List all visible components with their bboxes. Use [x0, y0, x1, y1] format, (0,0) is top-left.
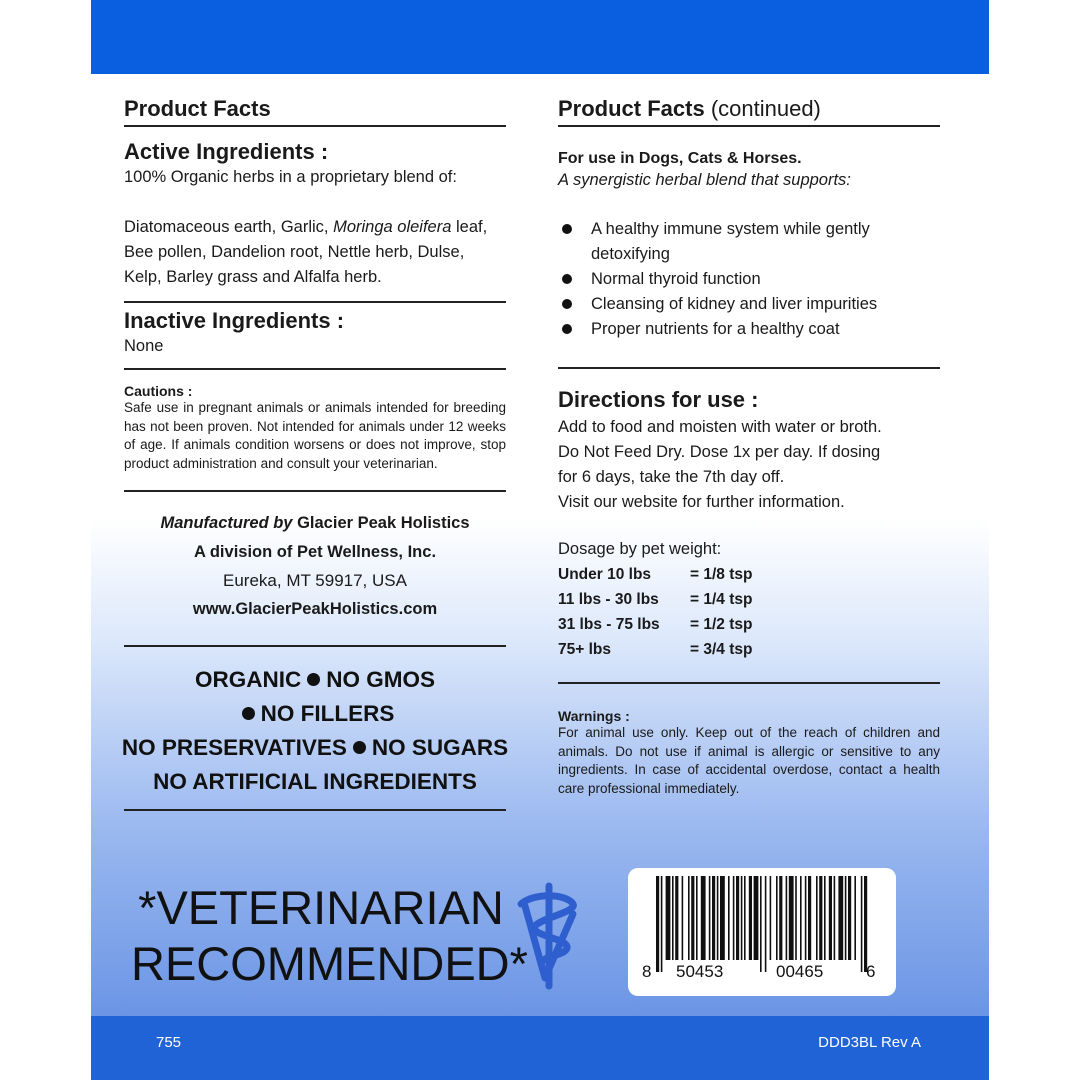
dosage-amount: = 1/2 tsp — [690, 616, 753, 633]
dosage-amount: = 1/4 tsp — [690, 591, 753, 608]
divider — [558, 682, 940, 684]
manufactured-by-label: Manufactured by — [160, 514, 293, 532]
directions-line: Add to food and moisten with water or broth. — [558, 418, 882, 436]
right-title-continued: (continued) — [704, 96, 821, 121]
dosage-row — [558, 637, 940, 662]
dosage-table — [558, 562, 940, 662]
claim-no-preservatives: NO PRESERVATIVES — [121, 735, 347, 760]
active-ingredients-heading: Active Ingredients : — [124, 139, 329, 164]
bullet-dot-icon — [242, 707, 255, 720]
claims-line-4: NO ARTIFICIAL INGREDIENTS — [153, 769, 477, 794]
website-link[interactable]: www.GlacierPeakHolistics.com — [192, 600, 438, 618]
cautions-heading: Cautions : — [124, 383, 193, 399]
bullet-dot-icon — [307, 673, 320, 686]
divider — [124, 301, 506, 303]
claim-organic: ORGANIC — [194, 667, 302, 692]
barcode-digit-lead: 8 — [642, 962, 652, 981]
vet-line-1: *VETERINARIAN — [138, 881, 504, 934]
right-title-bold: Product Facts — [558, 96, 705, 121]
left-section-title: Product Facts — [124, 96, 506, 127]
list-item: A healthy immune system while gently detoxifying — [558, 217, 940, 267]
divider — [124, 368, 506, 370]
left-column — [121, 96, 509, 811]
footer-code-right: DDD3BL Rev A — [818, 1034, 921, 1051]
directions-text — [558, 415, 940, 515]
claims-line-3 — [104, 731, 526, 765]
dosage-weight: 31 lbs - 75 lbs — [558, 616, 660, 633]
warnings-heading: Warnings : — [558, 708, 630, 724]
top-color-band — [91, 0, 989, 74]
right-section-title — [558, 96, 940, 127]
barcode-digits-right: 00465 — [776, 962, 824, 981]
for-use-species: For use in Dogs, Cats & Horses. — [558, 150, 802, 167]
directions-line: for 6 days, take the 7th day off. — [558, 468, 785, 486]
dosage-weight: Under 10 lbs — [558, 566, 652, 583]
division-line: A division of Pet Wellness, Inc. — [193, 543, 437, 561]
barcode-digits-left: 50453 — [676, 962, 724, 981]
barcode-digit-check: 6 — [866, 962, 876, 981]
claims-line-2 — [104, 697, 526, 731]
manufacturer-line — [124, 512, 506, 534]
active-ingredients-list — [124, 215, 506, 290]
list-item: Cleansing of kidney and liver impurities — [558, 292, 940, 317]
divider — [124, 645, 506, 647]
inactive-ingredients-value: None — [124, 337, 164, 355]
barcode — [628, 868, 896, 996]
dosage-weight: 75+ lbs — [558, 641, 611, 658]
manufacturer-name: Glacier Peak Holistics — [292, 514, 470, 532]
ingredients-text-a: Diatomaceous earth, Garlic, — [124, 218, 334, 236]
bullet-dot-icon — [353, 741, 366, 754]
divider — [124, 809, 506, 811]
divider — [558, 367, 940, 369]
divider — [124, 490, 506, 492]
claim-no-gmos: NO GMOS — [326, 667, 435, 692]
footer-code-left: 755 — [156, 1034, 182, 1051]
claims-line-1 — [104, 663, 526, 697]
benefits-list — [558, 217, 940, 342]
claim-no-fillers: NO FILLERS — [260, 701, 395, 726]
dosage-heading: Dosage by pet weight: — [558, 540, 722, 558]
warnings-text: For animal use only. Keep out of the reach of children and animals. Do not use if animal is allergic or sensitive to any ingredients. In case of accidental overdose, contact a health care professional immediately. — [558, 725, 940, 796]
dosage-row — [558, 612, 940, 637]
product-label — [91, 0, 989, 1080]
dosage-amount: = 1/8 tsp — [690, 566, 753, 583]
synergy-intro: A synergistic herbal blend that supports: — [558, 171, 851, 189]
dosage-weight: 11 lbs - 30 lbs — [558, 591, 659, 608]
manufacturer-block — [124, 512, 506, 619]
vet-line-2: RECOMMENDED* — [131, 937, 528, 990]
right-column — [558, 96, 940, 798]
directions-heading: Directions for use : — [558, 387, 759, 412]
dosage-row — [558, 587, 940, 612]
list-item: Proper nutrients for a healthy coat — [558, 317, 940, 342]
claims-block — [104, 663, 526, 799]
active-ingredients-intro: 100% Organic herbs in a proprietary blend of: — [124, 168, 457, 186]
directions-line: Visit our website for further information. — [558, 493, 845, 511]
ingredients-text-b: leaf, Bee pollen, Dandelion root, Nettle herb, Dulse, Kelp, Barley grass and Alfalfa herb. — [124, 218, 488, 286]
ingredients-text-italic: Moringa oleifera — [333, 218, 452, 236]
list-item: Normal thyroid function — [558, 267, 940, 292]
vet-recommended-banner — [131, 880, 528, 992]
address-line: Eureka, MT 59917, USA — [223, 571, 407, 590]
claim-no-sugars: NO SUGARS — [371, 735, 509, 760]
cautions-text: Safe use in pregnant animals or animals intended for breeding has not been proven. Not intended for animals under 12 weeks of age. If animals condition worsens or does not improve, stop product administration and consult your veterinarian. — [124, 400, 506, 471]
directions-line: Do Not Feed Dry. Dose 1x per day. If dosing — [558, 443, 881, 461]
barcode-bars-icon — [628, 868, 896, 996]
inactive-ingredients-heading: Inactive Ingredients : — [124, 308, 345, 333]
veterinary-caduceus-icon — [511, 882, 587, 992]
dosage-amount: = 3/4 tsp — [690, 641, 753, 658]
dosage-row — [558, 562, 940, 587]
